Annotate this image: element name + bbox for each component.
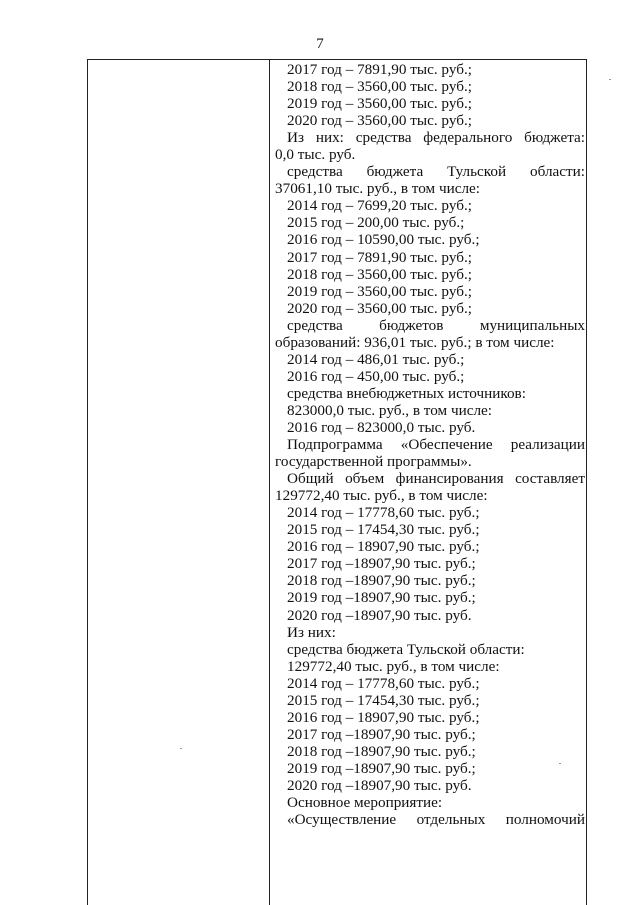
text-line: средства внебюджетных источников: [287, 384, 526, 402]
text-line: 2016 год – 823000,0 тыс. руб. [287, 418, 476, 436]
text-line: 2015 год – 17454,30 тыс. руб.; [287, 691, 480, 709]
table-right-column [271, 60, 587, 905]
text-line: 2016 год – 10590,00 тыс. руб.; [287, 231, 480, 249]
text-line: 2018 год –18907,90 тыс. руб.; [287, 742, 476, 760]
page-number: 7 [316, 36, 324, 52]
text-line: 2014 год – 17778,60 тыс. руб.; [287, 504, 480, 522]
text-line: 2017 год – 7891,90 тыс. руб.; [287, 61, 472, 78]
text-line: 2020 год – 3560,00 тыс. руб.; [287, 299, 472, 317]
text-line: Подпрограмма «Обеспечение реализации [287, 436, 585, 454]
text-line: 37061,10 тыс. руб., в том числе: [275, 180, 480, 198]
text-line: 2015 год – 17454,30 тыс. руб.; [287, 521, 480, 539]
text-line: Из них: средства федерального бюджета: [287, 129, 585, 147]
text-line: 2016 год – 450,00 тыс. руб.; [287, 367, 465, 385]
text-line: 0,0 тыс. руб. [275, 146, 356, 164]
text-line: 2014 год – 486,01 тыс. руб.; [287, 350, 465, 368]
scan-speck [609, 79, 611, 80]
text-line: 823000,0 тыс. руб., в том числе: [287, 401, 492, 419]
text-line: 2016 год – 18907,90 тыс. руб.; [287, 708, 480, 726]
text-line: Основное мероприятие: [287, 794, 443, 812]
text-line: образований: 936,01 тыс. руб.; в том числе: [275, 333, 555, 351]
text-line: 2016 год – 18907,90 тыс. руб.; [287, 538, 480, 556]
text-line: Общий объем финансирования составляет [287, 470, 585, 488]
text-line: 2018 год – 3560,00 тыс. руб.; [287, 265, 472, 283]
text-line: 2019 год – 3560,00 тыс. руб.; [287, 282, 472, 300]
text-line: 2020 год – 3560,00 тыс. руб.; [287, 112, 472, 130]
text-line: 2019 год –18907,90 тыс. руб.; [287, 759, 476, 777]
text-line: Из них: [287, 623, 336, 641]
text-line: средства бюджета Тульской области: [287, 640, 525, 658]
text-line: 2018 год – 3560,00 тыс. руб.; [287, 78, 472, 96]
funding-table [87, 59, 587, 905]
text-line: 129772,40 тыс. руб., в том числе: [275, 487, 488, 505]
scan-speck [180, 748, 182, 749]
text-line: 2019 год –18907,90 тыс. руб.; [287, 589, 476, 607]
text-line: 2017 год –18907,90 тыс. руб.; [287, 725, 476, 743]
text-line: средства бюджета Тульской области: [287, 163, 585, 181]
scan-speck [559, 763, 561, 764]
text-line: средства бюджетов муниципальных [287, 316, 585, 334]
text-line: 2018 год –18907,90 тыс. руб.; [287, 572, 476, 590]
text-line: 2014 год – 17778,60 тыс. руб.; [287, 674, 480, 692]
text-line: 2020 год –18907,90 тыс. руб. [287, 606, 472, 624]
text-line: 129772,40 тыс. руб., в том числе: [287, 657, 500, 675]
text-line: государственной программы». [275, 453, 472, 471]
text-line: «Осуществление отдельных полномочий [287, 811, 585, 829]
text-line: 2017 год –18907,90 тыс. руб.; [287, 555, 476, 573]
text-line: 2019 год – 3560,00 тыс. руб.; [287, 95, 472, 113]
text-line: 2015 год – 200,00 тыс. руб.; [287, 214, 465, 232]
table-left-column [88, 60, 270, 905]
text-line: 2020 год –18907,90 тыс. руб. [287, 776, 472, 794]
text-line: 2017 год – 7891,90 тыс. руб.; [287, 248, 472, 266]
text-line: 2014 год – 7699,20 тыс. руб.; [287, 197, 472, 215]
